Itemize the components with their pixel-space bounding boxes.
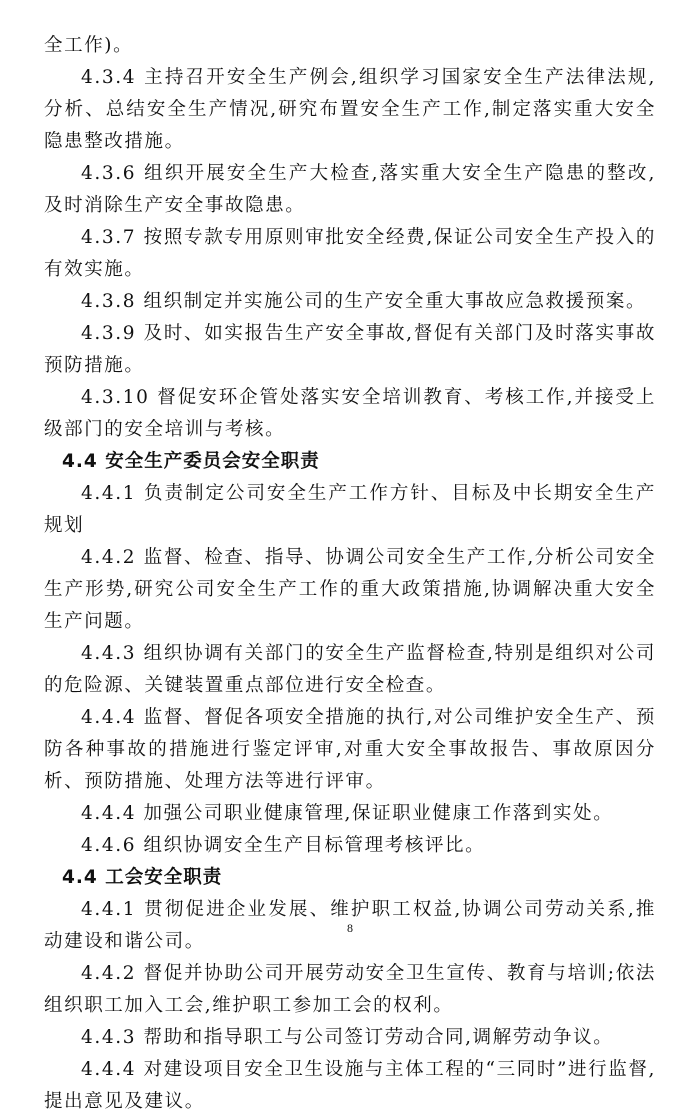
paragraph: 4.4.4 对建设项目安全卫生设施与主体工程的“三同时”进行监督,提出意见及建议。 (44, 1059, 656, 1112)
paragraph: 4.4.4 监督、督促各项安全措施的执行,对公司维护安全生产、预防各种事故的措施进行鉴定评审,对重大安全事故报告、事故原因分析、预防措施、处理方法等进行评审。 (44, 707, 656, 792)
section-heading: 4.4 工会安全职责 (62, 867, 223, 888)
paragraph: 4.4.1 贯彻促进企业发展、维护职工权益,协调公司劳动关系,推动建设和谐公司。 (44, 899, 656, 952)
paragraph: 全工作)。 (44, 35, 134, 56)
paragraph: 4.4.3 组织协调有关部门的安全生产监督检查,特别是组织对公司的危险源、关键装置重点部位进行安全检查。 (44, 643, 656, 696)
paragraph: 4.4.2 督促并协助公司开展劳动安全卫生宣传、教育与培训;依法组织职工加入工会,维护职工参加工会的权利。 (44, 963, 656, 1016)
page-number: 8 (347, 921, 353, 935)
paragraph: 4.3.8 组织制定并实施公司的生产安全重大事故应急救援预案。 (81, 291, 647, 312)
paragraph: 4.3.9 及时、如实报告生产安全事故,督促有关部门及时落实事故预防措施。 (44, 323, 656, 376)
paragraph: 4.4.1 负责制定公司安全生产工作方针、目标及中长期安全生产规划 (44, 483, 656, 536)
paragraph: 4.3.6 组织开展安全生产大检查,落实重大安全生产隐患的整改,及时消除生产安全事故隐患。 (44, 163, 656, 216)
paragraph: 4.3.7 按照专款专用原则审批安全经费,保证公司安全生产投入的有效实施。 (44, 227, 656, 280)
paragraph: 4.4.4 加强公司职业健康管理,保证职业健康工作落到实处。 (81, 803, 614, 824)
paragraph: 4.4.6 组织协调安全生产目标管理考核评比。 (81, 835, 486, 856)
paragraph: 4.3.4 主持召开安全生产例会,组织学习国家安全生产法律法规,分析、总结安全生产情况,研究布置安全生产工作,制定落实重大安全隐患整改措施。 (44, 67, 656, 152)
section-heading: 4.4 安全生产委员会安全职责 (62, 451, 320, 472)
paragraph: 4.4.3 帮助和指导职工与公司签订劳动合同,调解劳动争议。 (81, 1027, 614, 1048)
paragraph: 4.4.2 监督、检查、指导、协调公司安全生产工作,分析公司安全生产形势,研究公司安全生产工作的重大政策措施,协调解决重大安全生产问题。 (44, 547, 656, 632)
paragraph: 4.3.10 督促安环企管处落实安全培训教育、考核工作,并接受上级部门的安全培训与考核。 (44, 387, 656, 440)
